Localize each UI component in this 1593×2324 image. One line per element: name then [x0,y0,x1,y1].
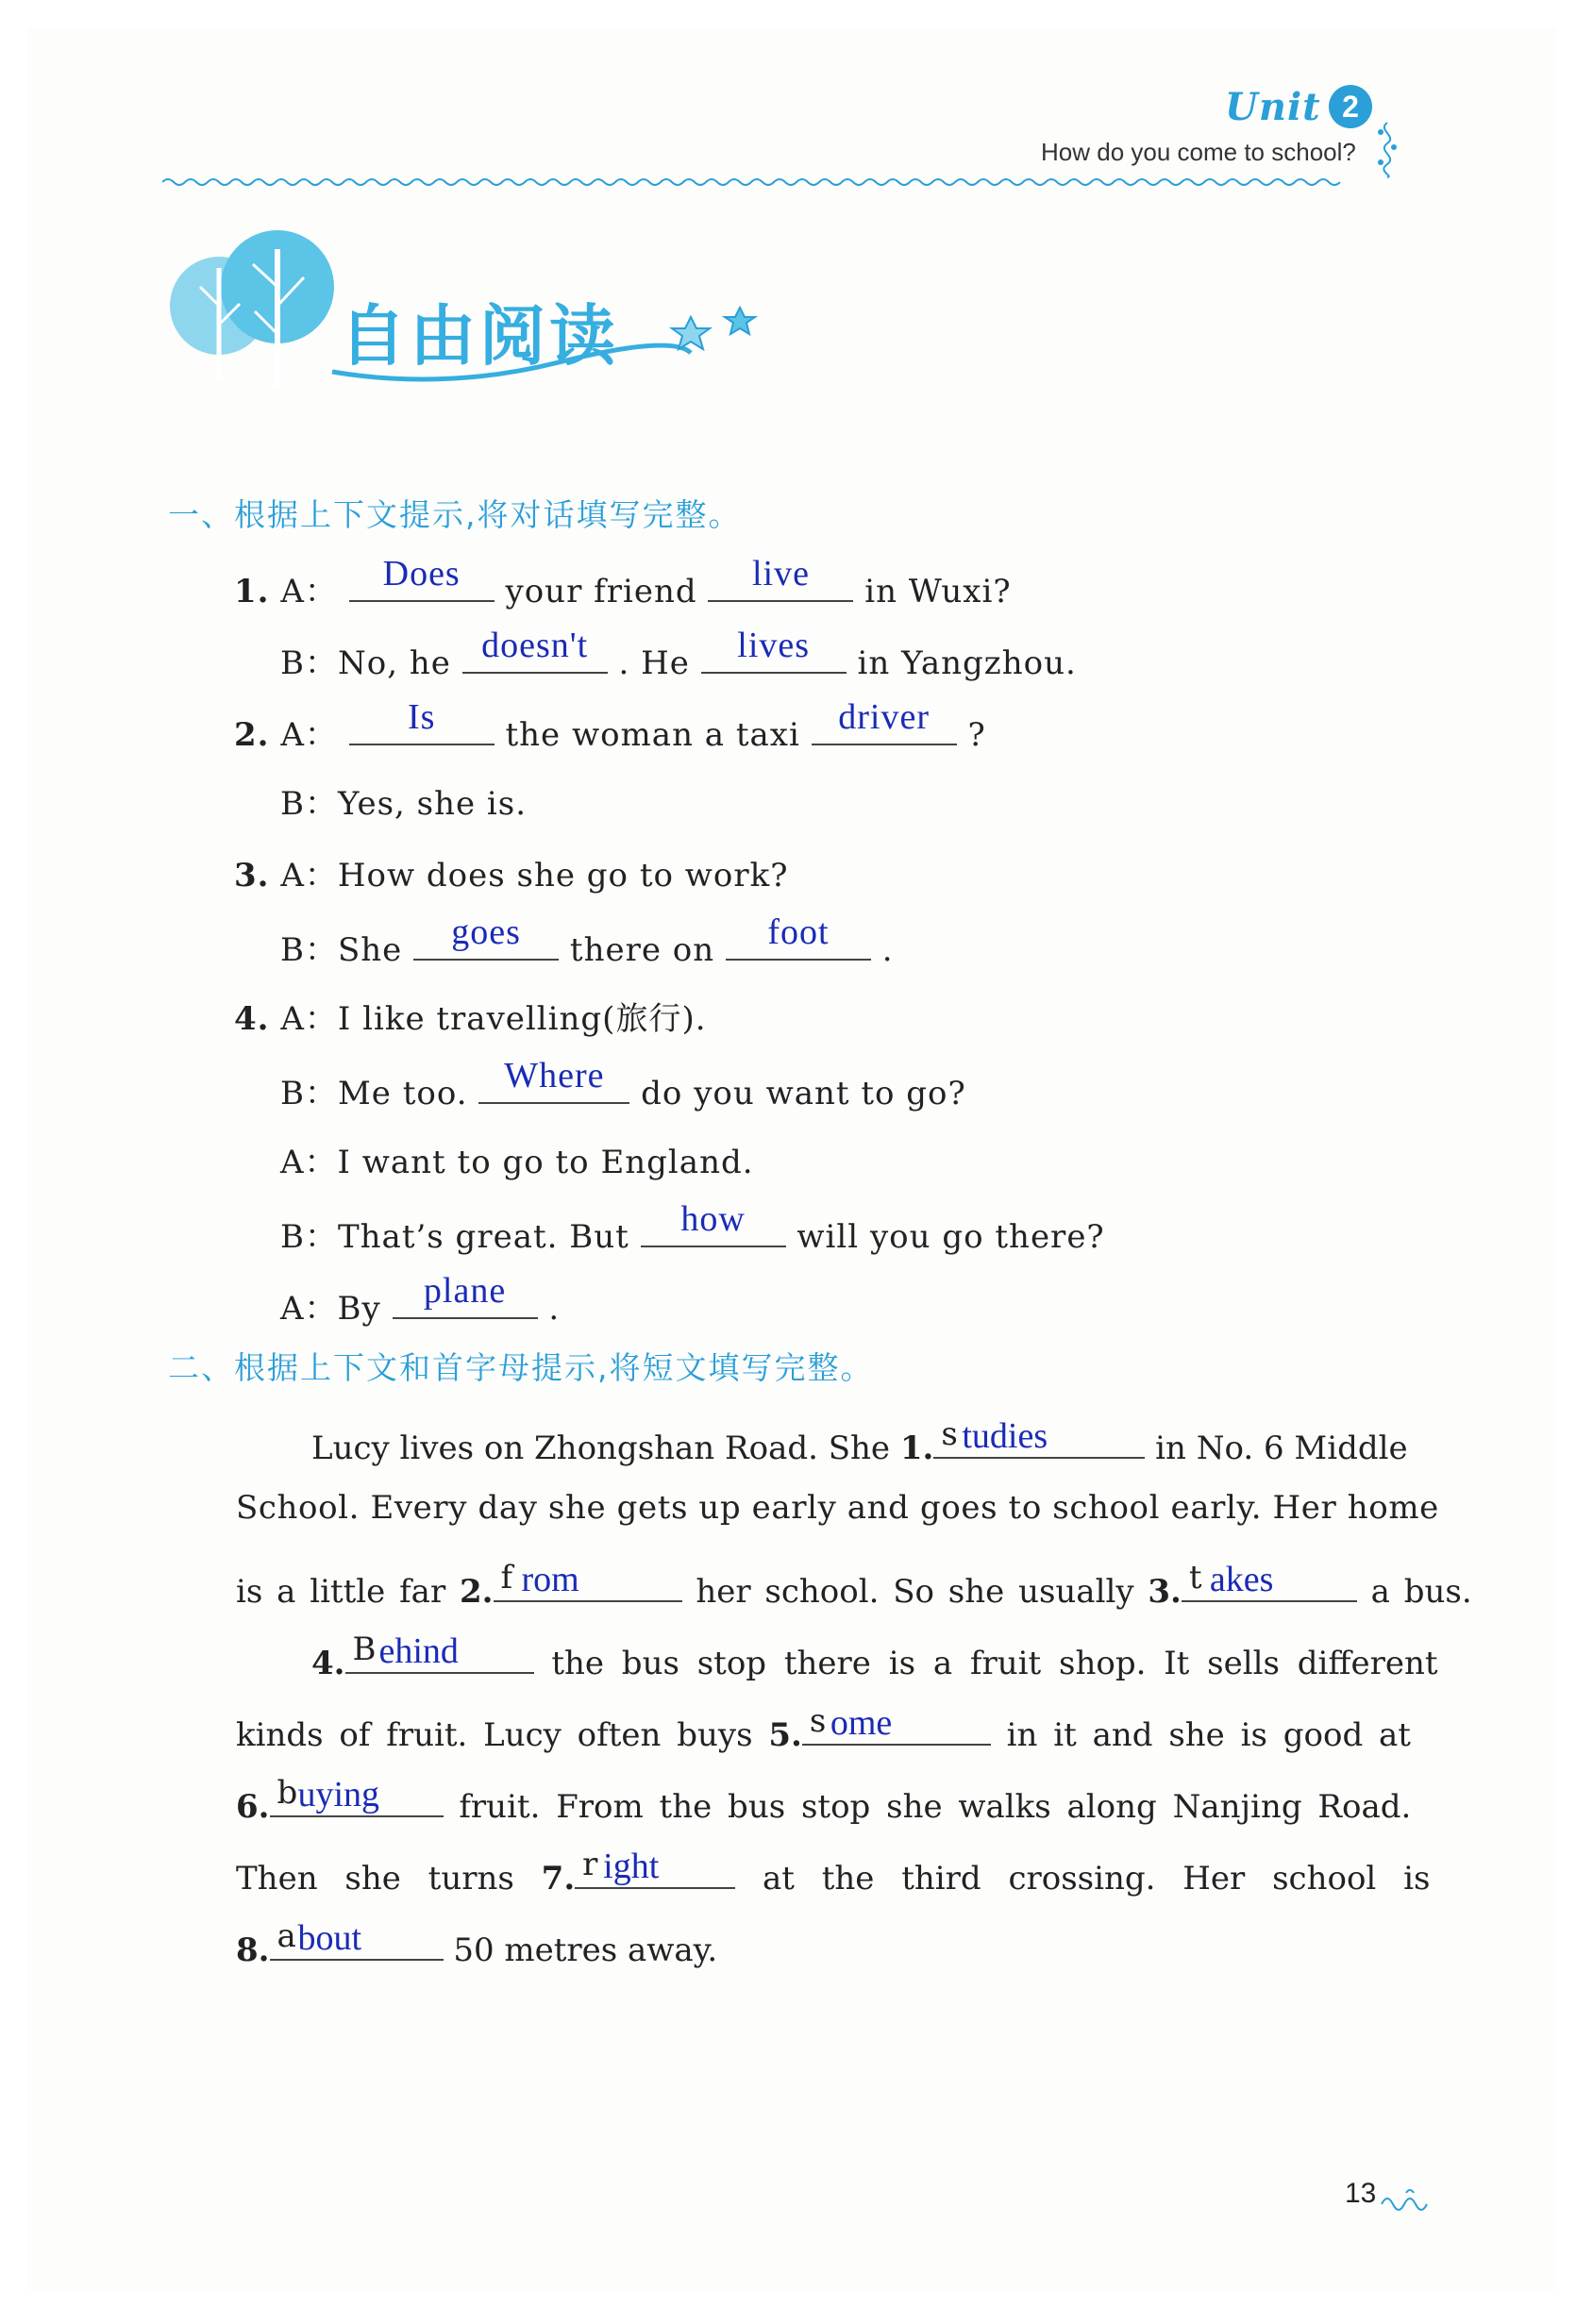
q4-line-b2 [280,1199,1105,1257]
q2-blank-1[interactable] [349,697,495,745]
passage-text-8: 50 metres away. [453,1931,718,1969]
blank8-hint: a [277,1917,296,1955]
passage-text-7a: Then she turns [236,1860,514,1898]
q4-answer-3: plane [423,1271,507,1311]
passage-text-3a: is a little far [236,1573,446,1611]
passage-text-7b: at the third crossing. Her school is [762,1860,1431,1898]
passage-line-7 [236,1847,1430,1898]
passage-text-5b: in it and she is good at [1006,1716,1411,1754]
passage-line-3 [236,1561,1472,1611]
blank5-hint: s [809,1702,827,1740]
q4-line-b1 [280,1056,966,1113]
q4-b1-end: do you want to go? [641,1075,966,1112]
blank1-hint: s [941,1415,958,1453]
section1-title: 一、根据上下文提示,将对话填写完整。 [168,496,742,533]
q4-blank-1[interactable] [478,1056,629,1104]
q3-blank-2[interactable] [726,912,871,961]
q4-b2-end: will you go there? [796,1218,1105,1256]
blank4-number: 4. [311,1645,345,1682]
q4-blank-3[interactable] [393,1271,538,1319]
unit-subtitle: How do you come to school? [1041,138,1356,166]
q3-a-text: A：How does she go to work? [280,857,789,894]
blank4-answer: ehind [378,1631,459,1671]
passage-line-2: School. Every day she gets up early and goes to school early. Her home [236,1489,1439,1527]
blank7-number: 7. [541,1860,576,1898]
q2-line-a [234,697,986,755]
q4-a3-prefix: A：By [280,1290,381,1328]
q2-answer-1: Is [407,697,436,737]
q1-blank-4[interactable] [701,626,847,674]
blank3-answer: akes [1209,1560,1274,1599]
q1-number: 1. [234,573,270,610]
blank3-hint: t [1188,1559,1202,1597]
page-number: 13 [1345,2178,1377,2209]
passage-line-8 [236,1919,717,1969]
passage-line-5 [236,1704,1411,1754]
q2-a-mid: the woman a taxi [505,716,800,754]
passage-text-3b: her school. So she usually [696,1573,1134,1611]
blank7-hint: r [582,1846,598,1883]
passage-text-4: the bus stop there is a fruit shop. It sells different [551,1645,1438,1682]
q4-blank-2[interactable] [641,1199,786,1247]
q3-line-b [280,912,894,970]
blank6-hint: b [277,1774,298,1812]
passage-line-1 [311,1417,1408,1467]
blank7-answer: ight [603,1847,660,1886]
blank4-hint: B [352,1630,377,1668]
q1-answer-1: Does [382,554,461,594]
passage-blank-5[interactable] [802,1704,991,1746]
q3-b-prefix: B：She [280,931,403,969]
q4-a3-end: . [548,1290,561,1328]
header-wave-divider [162,176,1399,189]
blank5-number: 5. [768,1716,802,1754]
passage-blank-7[interactable] [575,1847,735,1889]
q4-line-a1 [234,993,707,1039]
q4-b2-prefix: B：That’s great. But [280,1218,629,1256]
section-banner-title: 自由阅读 [340,297,619,375]
blank2-answer: rom [521,1560,579,1599]
passage-blank-1[interactable] [933,1417,1145,1459]
passage-line-6 [236,1776,1411,1826]
blank6-answer: uying [297,1775,380,1814]
q1-answer-3: doesn't [481,626,589,665]
q1-b-mid: . He [618,644,690,682]
passage-blank-6[interactable] [270,1776,444,1817]
passage-blank-2[interactable] [494,1561,682,1602]
passage-text-6: fruit. From the bus stop she walks along Nanjing Road. [459,1788,1412,1826]
q2-a-end: ? [967,716,986,754]
q3-b-mid: there on [569,931,715,969]
passage-line-4 [311,1632,1438,1682]
passage-text-1a: Lucy lives on Zhongshan Road. She [311,1430,891,1467]
unit-number-badge: 2 [1329,85,1372,128]
q4-line-a2: A：I want to go to England. [280,1144,754,1181]
unit-label: Unit [1225,85,1321,129]
q1-b-end: in Yangzhou. [857,644,1077,682]
passage-text-3c: a bus. [1370,1573,1472,1611]
q4-a1-text: A：I like travelling(旅行). [280,1000,707,1038]
vine-decoration-icon [1373,121,1401,179]
blank2-number: 2. [460,1573,494,1611]
q1-line-a [234,554,1012,611]
q2-a-prefix: A： [280,716,338,754]
blank8-answer: bout [297,1918,362,1958]
q1-answer-2: live [751,554,810,594]
q1-b-prefix: B：No, he [280,644,451,682]
passage-text-1b: in No. 6 Middle [1155,1430,1408,1467]
q3-answer-1: goes [451,912,521,952]
q3-line-a [234,849,788,895]
q4-b1-prefix: B：Me too. [280,1075,468,1112]
q1-a-mid: your friend [505,573,697,610]
q1-a-end: in Wuxi? [864,573,1012,610]
q4-answer-1: Where [504,1056,605,1095]
q4-number: 4. [234,1000,270,1038]
q1-line-b [280,626,1077,683]
q4-line-a3 [280,1271,561,1329]
page-number-swirl-icon [1380,2187,1436,2214]
q2-answer-2: driver [838,697,931,737]
passage-blank-3[interactable] [1182,1561,1357,1602]
q1-blank-3[interactable] [462,626,608,674]
blank5-answer: ome [830,1703,893,1743]
q2-blank-2[interactable] [812,697,957,745]
blank1-answer: tudies [962,1416,1048,1456]
q4-answer-2: how [680,1199,746,1239]
passage-text-5a: kinds of fruit. Lucy often buys [236,1716,753,1754]
q3-answer-2: foot [767,912,830,952]
blank2-hint: f [500,1559,513,1597]
q2-number: 2. [234,716,270,754]
section2-title: 二、根据上下文和首字母提示,将短文填写完整。 [168,1349,874,1386]
q3-number: 3. [234,857,270,894]
q3-blank-1[interactable] [413,912,559,961]
q1-a-prefix: A： [280,573,338,610]
passage-blank-8[interactable] [270,1919,444,1961]
q2-line-b: B：Yes, she is. [280,785,528,823]
blank6-number: 6. [236,1788,270,1826]
blank8-number: 8. [236,1931,270,1969]
blank3-number: 3. [1148,1573,1182,1611]
q1-blank-2[interactable] [708,554,853,602]
blank1-number: 1. [899,1430,934,1467]
passage-blank-4[interactable] [345,1632,534,1674]
q1-answer-4: lives [737,626,811,665]
q1-blank-1[interactable] [349,554,495,602]
q3-b-end: . [881,931,894,969]
